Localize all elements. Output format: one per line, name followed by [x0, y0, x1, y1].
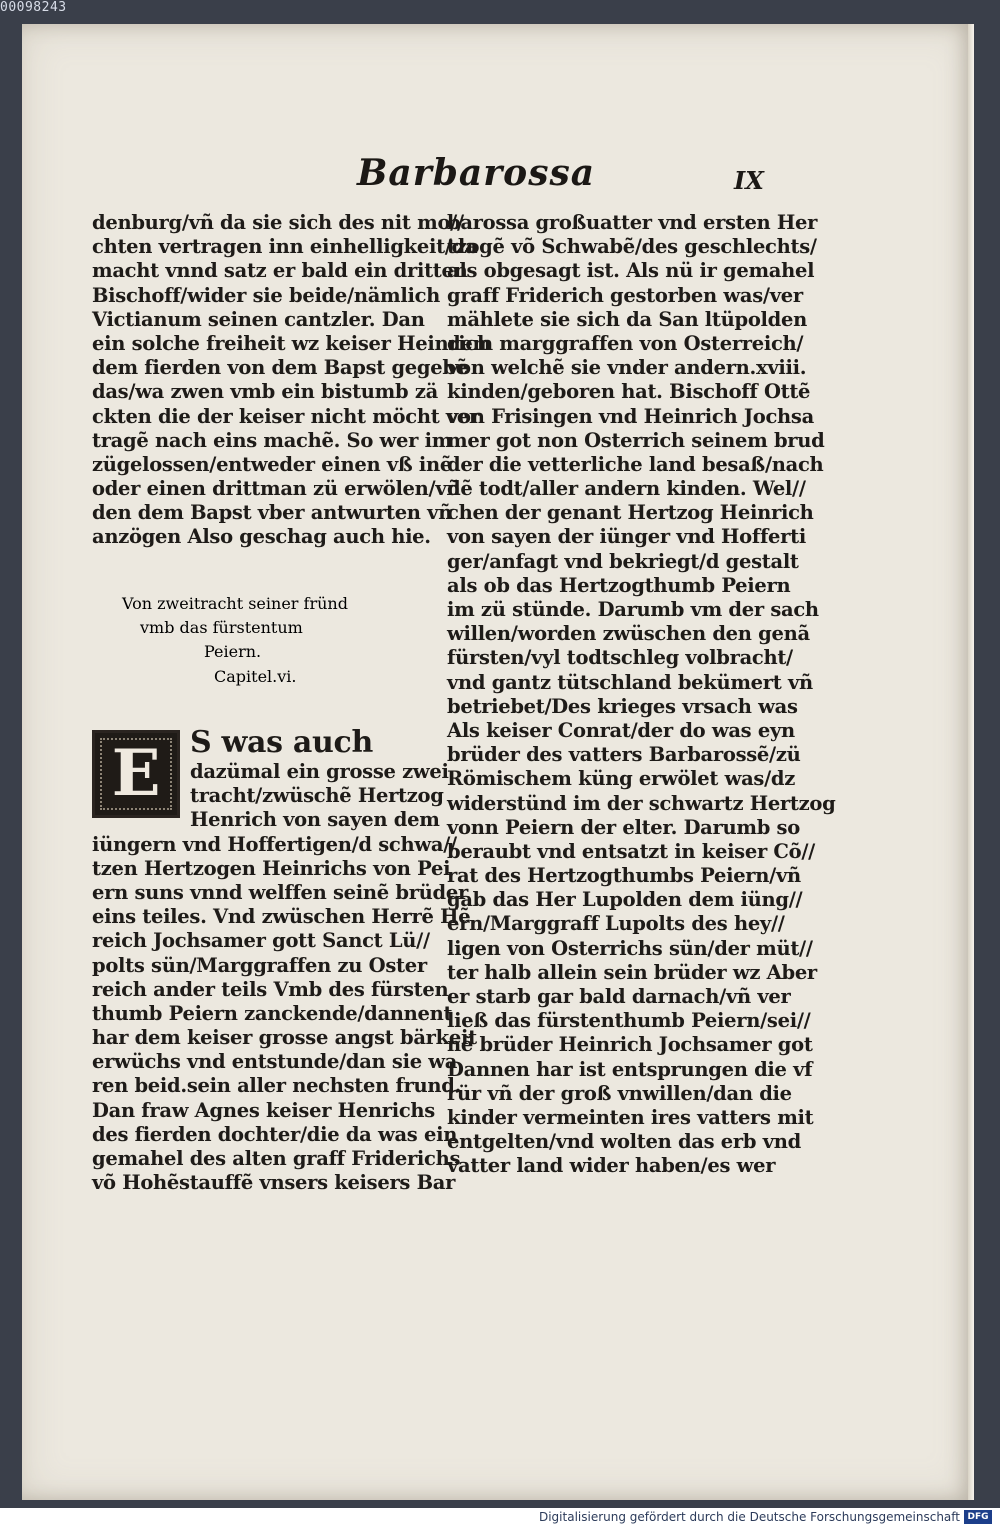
text-line: reich ander teils Vmb des fürsten: [92, 977, 449, 1001]
text-line: anzögen Also geschag auch hie.: [92, 525, 431, 549]
text-line: vnd gantz tütschland bekümert vñ: [447, 670, 813, 694]
text-line: das/wa zwen vmb ein bistumb zä: [92, 380, 438, 404]
running-title: Barbarossa: [357, 152, 596, 194]
text-line: kinden/geboren hat. Bischoff Ottẽ: [447, 380, 811, 404]
text-line: tzogẽ võ Schwabẽ/des geschlechts/: [447, 235, 817, 259]
text-line: iüngern vnd Hoffertigen/d schwa//: [92, 832, 457, 856]
text-line: ger/anfagt vnd bekriegt/d gestalt: [447, 549, 799, 573]
text-line: dem marggraffen von Osterreich/: [447, 331, 804, 355]
text-line: ligen von Osterrichs sün/der müt//: [447, 936, 813, 960]
text-line: eins teiles. Vnd zwüschen Herrẽ Hẽ: [92, 905, 471, 929]
text-line: Römischem küng erwölet was/dz: [447, 767, 796, 791]
text-line: Dannen har ist entsprungen die vf: [447, 1057, 813, 1081]
text-line: mählete sie sich da San ltüpolden: [447, 307, 807, 331]
text-line: ein solche freiheit wz keiser Heinrich: [92, 331, 491, 355]
text-line: vonn Peiern der elter. Darumb so: [447, 815, 800, 839]
text-line: ließ das fürstenthumb Peiern/sei//: [447, 1009, 811, 1033]
text-line: des fierden dochter/die da was ein: [92, 1122, 458, 1146]
folio-number: IX: [734, 166, 764, 195]
text-line: beraubt vnd entsatzt in keiser Cõ//: [447, 839, 815, 863]
text-line: entgelten/vnd wolten das erb vnd: [447, 1130, 801, 1154]
text-line: dem fierden von dem Bapst gegebẽ: [92, 356, 468, 380]
text-line: thumb Peiern zanckende/dannent: [92, 1001, 453, 1025]
text-line: von sayen der iünger vnd Hofferti: [447, 525, 806, 549]
text-line: denburg/vñ da sie sich des nit mo//: [92, 211, 464, 234]
chapter-first-line: S was auch: [190, 725, 374, 760]
chapter-heading-line: Peiern.: [204, 642, 262, 662]
decorated-initial: E: [92, 730, 180, 818]
text-line: vatter land wider haben/es wer: [447, 1154, 776, 1178]
text-line: tzen Hertzogen Heinrichs von Pei: [92, 856, 451, 880]
text-line: er starb gar bald darnach/vñ ver: [447, 985, 791, 1008]
text-line: har dem keiser grosse angst bärkeit: [92, 1026, 477, 1050]
text-line: willen/worden zwüschen den genã: [447, 622, 810, 646]
text-line: im zü stünde. Darumb vm der sach: [447, 598, 819, 621]
text-line: ern suns vnnd welffen seinẽ brüder: [92, 880, 468, 904]
text-line: Dan fraw Agnes keiser Henrichs: [92, 1098, 435, 1122]
text-line: chten vertragen inn einhelligkeit/da: [92, 235, 478, 259]
text-line: polts sün/Marggraffen zu Oster: [92, 953, 427, 977]
text-line: chen der genant Hertzog Heinrich: [447, 501, 814, 525]
text-line: widerstünd im der schwartz Hertzog: [447, 791, 836, 815]
text-line: rat des Hertzogthumbs Peiern/vñ: [447, 864, 801, 888]
text-line: ckten die der keiser nicht möcht ver: [92, 404, 480, 428]
text-line: macht vnnd satz er bald ein dritten: [92, 259, 468, 283]
text-line: reich Jochsamer gott Sanct Lü//: [92, 929, 430, 953]
chapter-number: Capitel.vi.: [214, 666, 297, 686]
text-line: brüder des vatters Barbarossẽ/zü: [447, 743, 801, 767]
text-line: ern/Marggraff Lupolts des hey//: [447, 912, 785, 936]
text-line: Henrich von sayen dem: [190, 808, 440, 832]
text-line: võ Hohẽstauffẽ vnsers keisers Bar: [92, 1171, 456, 1195]
text-line: rür vñ der groß vnwillen/dan die: [447, 1081, 792, 1105]
text-line: Victianum seinen cantzler. Dan: [92, 307, 425, 331]
dfg-logo: DFG: [964, 1510, 992, 1524]
text-line: erwüchs vnd entstunde/dan sie wa: [92, 1050, 458, 1074]
book-page: [22, 24, 974, 1500]
text-line: gab das Her Lupolden dem iüng//: [447, 888, 803, 912]
text-line: graff Friderich gestorben was/ver: [447, 283, 803, 307]
text-line: oder einen drittman zü erwölen/vñ: [92, 477, 461, 501]
chapter-heading: [92, 594, 437, 691]
text-line: gemahel des alten graff Friderichs: [92, 1147, 461, 1170]
left-column: [92, 211, 491, 550]
text-line: ter halb allein sein brüder wz Aber: [447, 960, 817, 984]
text-line: von welchẽ sie vnder andern.xviii.: [447, 356, 807, 380]
text-line: dazümal ein grosse zwei: [190, 760, 449, 783]
text-line: von Frisingen vnd Heinrich Jochsa: [447, 404, 814, 428]
text-line: nẽ brüder Heinrich Jochsamer got: [447, 1033, 813, 1057]
text-line: fürsten/vyl todtschleg volbracht/: [447, 646, 793, 670]
text-line: kinder vermeinten ires vatters mit: [447, 1105, 814, 1129]
text-line: dẽ todt/aller andern kinden. Wel//: [447, 477, 806, 501]
chapter-text: [92, 725, 477, 1195]
text-line: Bischoff/wider sie beide/nämlich: [92, 283, 441, 307]
text-line: tracht/zwüschẽ Hertzog: [190, 784, 444, 808]
text-line: ren beid.sein aller nechsten frund.: [92, 1074, 462, 1098]
text-line: betriebet/Des krieges vrsach was: [447, 694, 798, 718]
text-line: als obgesagt ist. Als nü ir gemahel: [447, 259, 815, 283]
text-line: barossa großuatter vnd ersten Her: [447, 211, 818, 234]
chapter-heading-line: Von zweitracht seiner fründ: [122, 594, 348, 613]
text-line: tragẽ nach eins machẽ. So wer im: [92, 428, 453, 452]
text-line: zügelossen/entweder einen vß inẽ: [92, 452, 452, 476]
funding-credit: Digitalisierung gefördert durch die Deutsche Forschungsgemeinschaft: [538, 1510, 960, 1524]
text-line: der die vetterliche land besaß/nach: [447, 452, 824, 476]
text-line: den dem Bapst vber antwurten vñ: [92, 501, 453, 525]
chapter-heading-line: vmb das fürstentum: [140, 618, 303, 638]
scan-id-label: 00098243: [0, 0, 67, 15]
text-line: als ob das Hertzogthumb Peiern: [447, 573, 791, 597]
text-line: mer got non Osterrich seinem brud: [447, 428, 825, 452]
text-line: Als keiser Conrat/der do was eyn: [447, 718, 795, 742]
right-column: [447, 211, 836, 1179]
